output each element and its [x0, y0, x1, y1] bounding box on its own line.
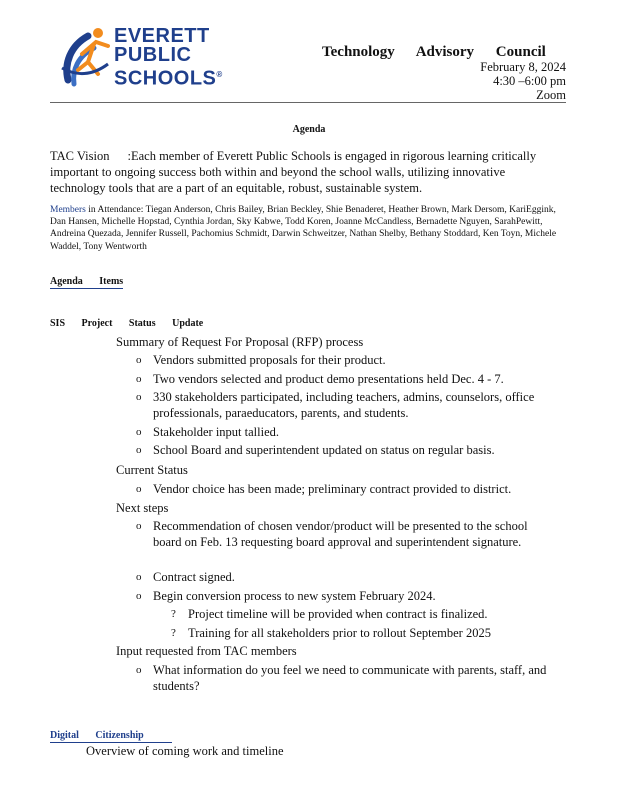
list-item: [136, 588, 553, 604]
list-item: [136, 371, 553, 387]
bullet-marker: o: [136, 520, 142, 532]
list-item: [116, 500, 556, 516]
bullet-marker: o: [136, 571, 142, 583]
list-item-text: Begin conversion process to new system February 2024.: [153, 589, 436, 603]
agenda-heading: Agenda: [292, 124, 326, 135]
list-item-text: Current Status: [116, 463, 188, 477]
list-item-text: Contract signed.: [153, 570, 235, 584]
vision-text: :Each member of Everett Public Schools is engaged in rigorous learning critically important to ongoing success both within and beyond the school walls, utilizing innovative technology tools that are a part of an equitable, robust, sustainable system.: [50, 149, 537, 195]
agenda-items-text: Agenda Items: [50, 276, 124, 287]
registered-mark: ®: [216, 70, 223, 79]
list-item-text: Stakeholder input tallied.: [153, 425, 280, 439]
list-item-text: Recommendation of chosen vendor/product will be presented to the school board on Feb. 13 requesting board approval and superintendent signature.: [153, 519, 528, 550]
runner-logo-icon: [58, 24, 114, 90]
list-item: [171, 606, 558, 622]
list-item: [136, 389, 553, 422]
meeting-title: Technology Advisory Council: [322, 44, 546, 60]
logo-wordmark: [114, 27, 223, 89]
sis-heading: SIS Project Status Update: [50, 318, 204, 329]
digital-citizenship-heading: [50, 730, 172, 741]
members-list: in Attendance: Tiegan Anderson, Chris Bailey, Brian Beckley, Shie Benaderet, Heather Brown, Mark Dersom, KariEggink, Dan Hansen, Michelle Hopstad, Cynthia Jordan, Sky Kabwe, Todd Koren, Joanne McCandless, Bernadette Nguyen, SarahPewitt, Andreina Quezada, Jennifer Russell, Pachomius Schmidt, Darwin Schweitzer, Nathan Shelby, Bethany Stoddard, Ken Toyn, Michele Waddel, Tony Wentworth: [50, 205, 557, 252]
bullet-marker: o: [136, 391, 142, 403]
list-item: [136, 481, 553, 497]
list-item-text: 330 stakeholders participated, including teachers, admins, counselors, office professionals, paraeducators, parents, and students.: [153, 390, 535, 421]
digital-citizenship-text: Digital Citizenship: [50, 730, 172, 743]
bullet-marker: ?: [171, 608, 176, 620]
list-item-text: School Board and superintendent updated on status on regular basis.: [153, 443, 495, 457]
list-item: [136, 424, 553, 440]
list-item-text: Next steps: [116, 501, 169, 515]
list-item: [171, 625, 558, 641]
list-item: [116, 462, 556, 478]
members-attendance: [50, 204, 565, 253]
list-item: [116, 334, 556, 350]
list-item: [136, 352, 553, 368]
bullet-marker: o: [136, 483, 142, 495]
list-item-text: Two vendors selected and product demo presentations held Dec. 4 - 7.: [153, 372, 504, 386]
bullet-marker: ?: [171, 627, 176, 639]
list-item: [136, 569, 553, 585]
list-item-text: What information do you feel we need to communicate with parents, staff, and students?: [153, 663, 547, 694]
meeting-location: Zoom: [536, 88, 566, 102]
tac-vision: [50, 148, 555, 196]
logo-line-schools: SCHOOLS: [114, 67, 217, 90]
vision-label: TAC Vision: [50, 149, 110, 163]
list-item: [136, 662, 553, 695]
agenda-items-heading: [50, 276, 123, 287]
bullet-marker: o: [136, 373, 142, 385]
list-item: [116, 643, 556, 659]
bullet-marker: o: [136, 426, 142, 438]
list-item-text: Summary of Request For Proposal (RFP) process: [116, 335, 364, 349]
header-divider: [50, 102, 566, 103]
list-item-text: Project timeline will be provided when contract is finalized.: [188, 607, 488, 621]
list-item: [136, 442, 553, 458]
digital-citizenship-overview: Overview of coming work and timeline: [86, 744, 284, 758]
bullet-marker: o: [136, 444, 142, 456]
district-logo: [58, 22, 223, 92]
meeting-date: February 8, 2024: [480, 60, 566, 74]
list-item-text: Vendors submitted proposals for their product.: [153, 353, 386, 367]
meeting-time: 4:30 –6:00 pm: [493, 74, 566, 88]
list-item: [136, 518, 553, 551]
bullet-marker: o: [136, 664, 142, 676]
logo-line-everett: EVERETT: [114, 25, 210, 47]
logo-line-public: PUBLIC: [114, 44, 192, 66]
bullet-marker: o: [136, 590, 142, 602]
list-item-text: Vendor choice has been made; preliminary contract provided to district.: [153, 482, 512, 496]
list-item-text: Training for all stakeholders prior to rollout September 2025: [188, 626, 491, 640]
list-item-text: Input requested from TAC members: [116, 644, 297, 658]
members-label: Members: [50, 205, 86, 215]
bullet-marker: o: [136, 354, 142, 366]
